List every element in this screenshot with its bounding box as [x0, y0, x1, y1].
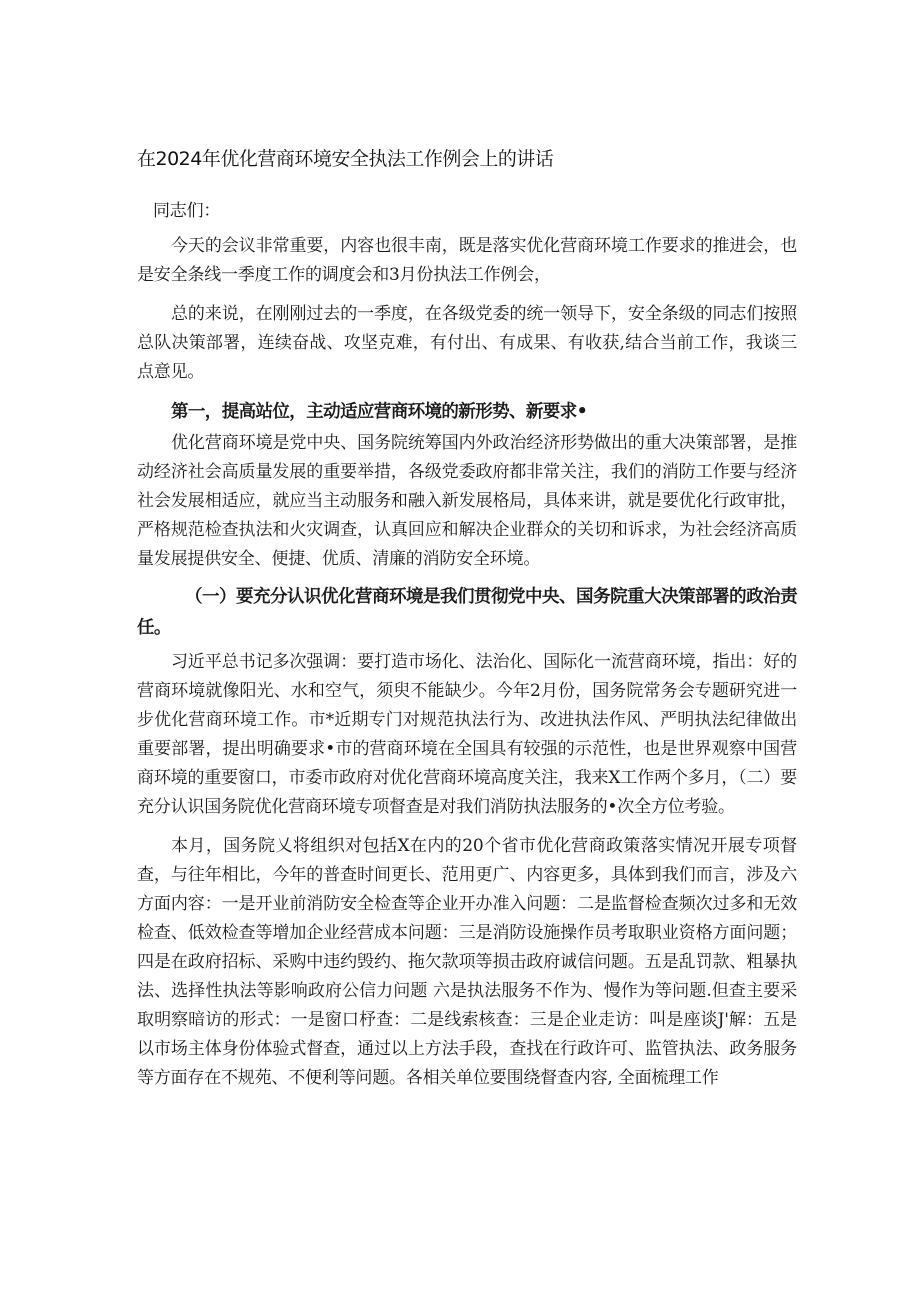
- paragraph-3: 优化营商环境是党中央、国务院统筹国内外政治经济形势做出的重大决策部署，是推动经济社会高质量发展的重要举措，各级党委政府都非常关注，我们的消防工作要与经济社会发展相适应，就应当主动服务和融入新发展格局，具体来讲，就是要优化行政审批，严格规范检查执法和火灾调查，认真回应和解决企业群众的关切和诉求，为社会经济高质量发展提供安全、便捷、优质、清廉的消防安全环境。: [137, 433, 797, 569]
- paragraph-5: 本月，国务院乂将组织对包括X在内的20个省市优化营商政策落实情况开展专项督查，与往年相比，今年的普查时间更长、范用更广、内容更多，具体到我们而言，涉及六方面内容：一是开业前消防安全检查等企业开办准入问题：二是监督检查频次过多和无效检查、低效检查等增加企业经营成本问题：三是消防设施操作员考取职业资格方面问题；四是在政府招标、采购中违约毁约、拖欠款项等损击政府诚信问题。五是乱罚款、粗暴执法、选择性执法等影响政府公信力问题 六是执法服务不作为、慢作为等问题.但查主要采取明察暗访的形式：一是窗口杼查：二是线索核查：三是企业走访：叫是座谈J'解：五是以市场主体身份体验式督查，通过以上方法手段，查找在行政许可、监管执法、政务服务等方面存在不规苑、不便利等问题。各相关单位要围绕督查内容, 全面梳理工作: [137, 836, 797, 1088]
- document-body: [137, 197, 797, 1093]
- subsection-heading-1: （一）要充分认识优化营商环境是我们贯彻党中央、国务院重大决策部署的政治责任。: [137, 587, 797, 638]
- paragraph-1: 今天的会议非常重要，内容也很丰南，既是落实优化营商环境工作要求的推进会，也是安全条线一季度工作的调度会和3月份执法工作例会，: [137, 236, 797, 285]
- document-title: 在2024年优化营商环境安全执法工作例会上的讲话: [137, 148, 554, 170]
- section-heading-1: 第一，提高站位，主动适应营商环境的新形势、新要求•: [171, 402, 588, 422]
- paragraph-4: 习近平总书记多次强调：要打造市场化、法治化、国际化一流营商环境，指出：好的营商环境就像阳光、水和空气，须臾不能缺少。今年2月份，国务院常务会专题研究进一步优化营商环境工作。市*近期专门对规范执法行为、改进执法作风、严明执法纪律做出重要部署，提出明确要求•市的营商环境在全国具有较强的示范性，也是世界观察中国营商环境的重要窗口，市委市政府对优化营商环境高度关注，我来X工作两个多月，（二）要充分认识国务院优化营商环境专项督查是对我们消防执法服务的•次全方位考验。: [137, 652, 797, 817]
- salutation: 同志们：: [153, 201, 221, 221]
- paragraph-2: 总的来说，在刚刚过去的一季度，在各级党委的统一领导下，安全条级的同志们按照总队决策部署，连续奋战、攻坚克难，有付出、有成果、有收获,结合当前工作，我谈三点意见。: [137, 304, 797, 382]
